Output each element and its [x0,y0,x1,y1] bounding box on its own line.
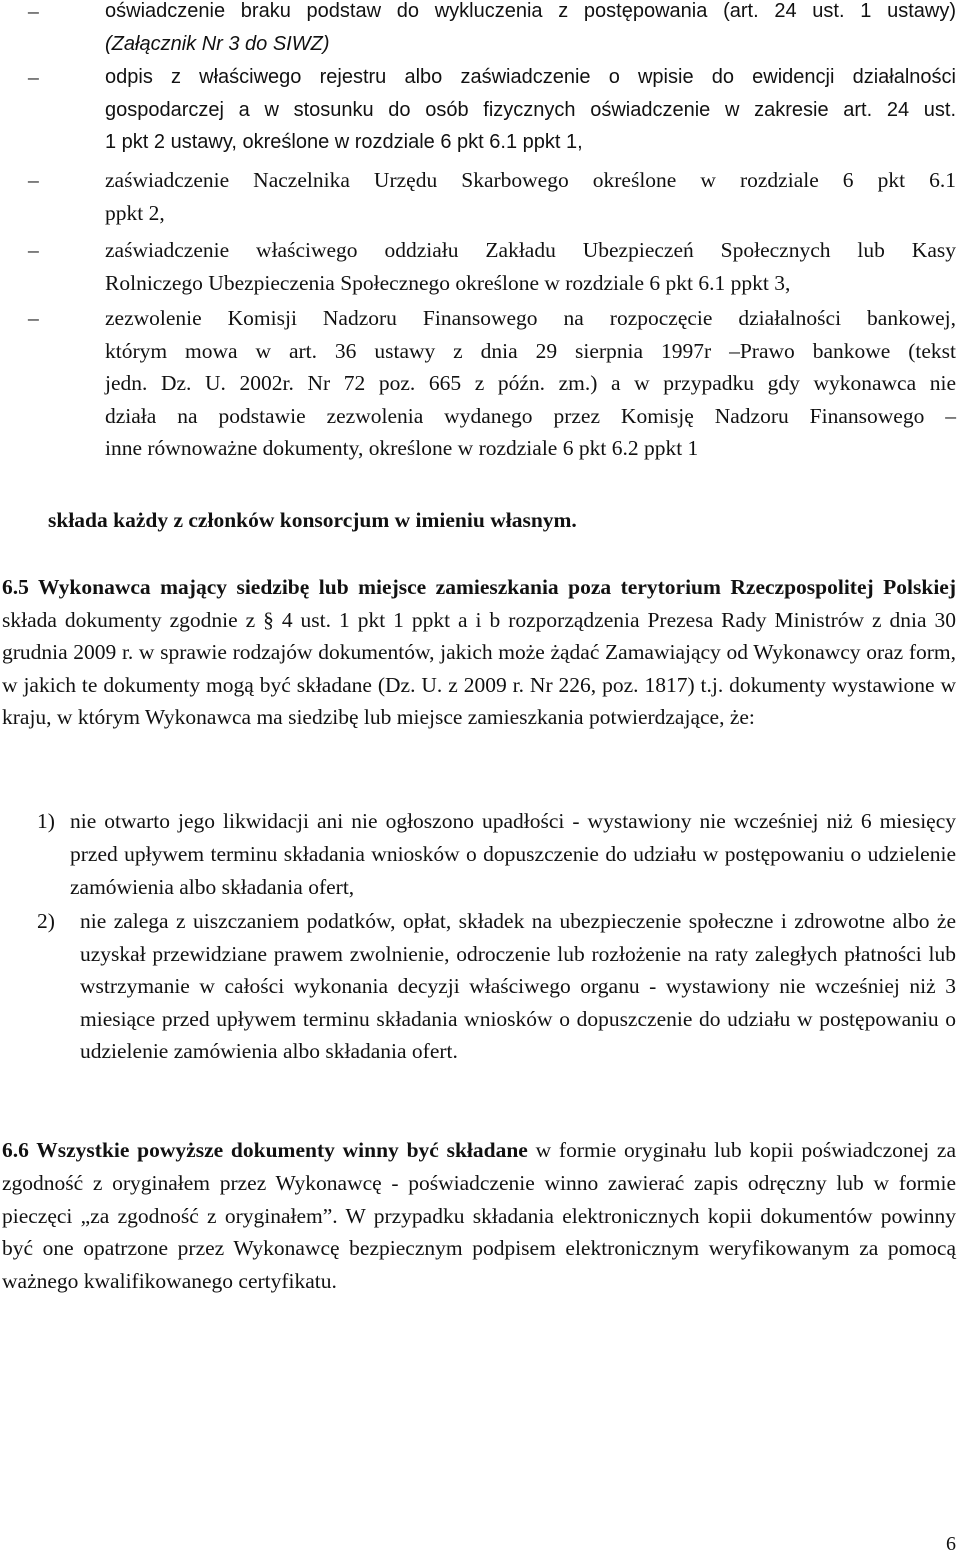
item-text: nie zalega z uiszczaniem podatków, opłat, składek na ubezpieczenie społeczne i zdrowotne albo że uzyskał przewidziane prawem zwolnienie, odroczenie lub rozłożenie na raty zaległych płatności lub wstrzymanie w całości wykonania decyzji właściwego organu - wystawiony nie wcześniej niż 3 miesiące przed upływem terminu składania wniosków o dopuszczenie do udziału w postępowaniu o udzielenie zamówienia albo składania ofert. [80,909,956,1064]
dash-bullet: – [28,238,39,262]
list-line: oświadczenie braku podstaw do wykluczenia z postępowania (art. 24 ust. 1 ustawy) [105,0,956,22]
item-text: nie otwarto jego likwidacji ani nie ogłoszono upadłości - wystawiony nie wcześniej niż 6 miesięcy przed upływem terminu składania wniosków o dopuszczenie do udziału w postępowaniu o udzielenie zamówienia albo składania ofert, [70,809,956,899]
list-line: zaświadczenie Naczelnika Urzędu Skarbowego określone w rozdziale 6 pkt 6.1 [105,168,956,192]
list-line: zezwolenie Komisji Nadzoru Finansowego na rozpoczęcie działalności bankowej, [105,306,956,330]
dash-list-item [0,164,956,229]
dash-list-item [0,302,956,465]
list-line: inne równoważne dokumenty, określone w rozdziale 6 pkt 6.2 ppkt 1 [105,436,699,460]
section-6-6 [2,1134,956,1298]
list-line: zaświadczenie właściwego oddziału Zakładu Ubezpieczeń Społecznych lub Kasy [105,238,956,262]
list-line: (Załącznik Nr 3 do SIWZ) [105,32,330,55]
item-number: 2) [37,909,55,933]
list-line: ppkt 2, [105,200,165,225]
list-line: działa na podstawie zezwolenia wydanego przez Komisję Nadzoru Finansowego – [105,403,956,428]
section-6-6-text: w formie oryginału lub kopii poświadczonej za zgodność z oryginałem przez Wykonawcę - poświadczenie winno zawierać zapis odręczny lub w formie pieczęci „za zgodność z oryginałem”. W przypadku składania elektronicznych kopii dokumentów powinny być one opatrzone przez Wykonawcę bezpiecznym podpisem elektronicznym weryfikowanym za pomocą ważnego kwalifikowanego certyfikatu. [2,1138,956,1294]
dash-bullet: – [28,65,39,89]
section-6-5 [2,571,956,734]
list-line: gospodarczej a w stosunku do osób fizycznych oświadczenie w zakresie art. 24 ust. [105,98,956,121]
dash-bullet: – [28,0,39,23]
section-6-6-heading: 6.6 Wszystkie powyższe dokumenty winny być składane [2,1138,528,1162]
dash-list-item [0,61,956,159]
numbered-item [0,805,956,904]
item-number: 1) [37,809,55,833]
dash-list-item [0,0,956,60]
section-6-5-heading: 6.5 Wykonawca mający siedzibę lub miejsce zamieszkania poza terytorium Rzeczpospolitej Polskiej [2,575,956,599]
dash-bullet: – [28,168,39,192]
dash-list-item [0,234,956,299]
list-line: odpis z właściwego rejestru albo zaświadczenie o wpisie do ewidencji działalności [105,66,956,88]
list-line: 1 pkt 2 ustawy, określone w rozdziale 6 pkt 6.1 ppkt 1, [105,131,583,153]
dash-bullet: – [28,306,39,330]
section-6-5-text: składa dokumenty zgodnie z § 4 ust. 1 pkt 1 ppkt a i b rozporządzenia Prezesa Rady Ministrów z dnia 30 grudnia 2009 r. w sprawie rodzajów dokumentów, jakich może żądać Zamawiający od Wykonawcy oraz form, w jakich te dokumenty mogą być składane (Dz. U. z 2009 r. Nr 226, poz. 1817) t.j. dokumenty wystawione w kraju, w którym Wykonawca ma siedzibę lub miejsce zamieszkania potwierdzające, że: [2,607,956,730]
numbered-item [0,905,956,1068]
page-number: 6 [946,1533,956,1555]
consortium-note: składa każdy z członków konsorcjum w imieniu własnym. [48,508,577,532]
list-line: którym mowa w art. 36 ustawy z dnia 29 sierpnia 1997r –Prawo bankowe (tekst [105,338,956,363]
list-line: jedn. Dz. U. 2002r. Nr 72 poz. 665 z późn. zm.) a w przypadku gdy wykonawca nie [105,371,956,395]
list-line: Rolniczego Ubezpieczenia Społecznego określone w rozdziale 6 pkt 6.1 ppkt 3, [105,270,791,295]
